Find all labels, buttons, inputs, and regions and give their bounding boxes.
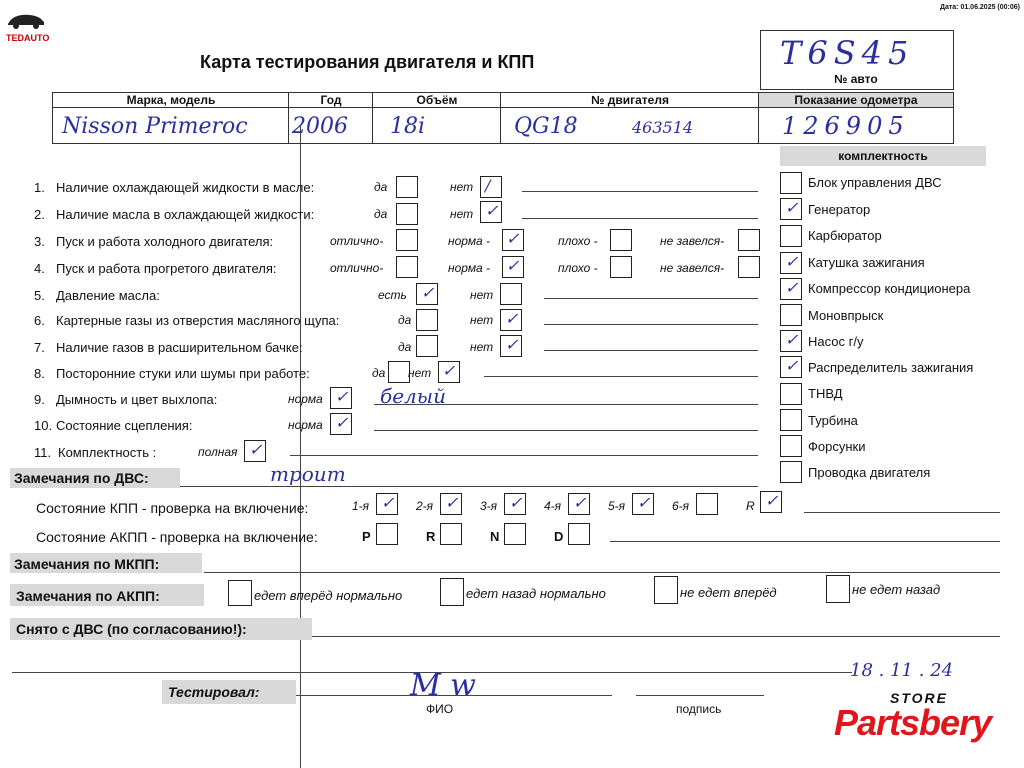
complect-wiring-label: Проводка двигателя	[808, 465, 931, 480]
complect-generator-checkbox[interactable]: ✓	[780, 198, 802, 220]
store-logo	[832, 690, 1012, 750]
remarks-engine-label: Замечания по ДВС:	[14, 470, 149, 486]
q2-num: 2.	[34, 207, 45, 222]
gear-5-label: 5-я	[608, 499, 626, 513]
q3-notstart-checkbox[interactable]	[738, 229, 760, 251]
gearbox-auto-label: Состояние АКПП - проверка на включение:	[36, 529, 318, 545]
q4-normal-checkbox[interactable]: ✓	[502, 256, 524, 278]
q8-text: Посторонние стуки или шумы при работе:	[56, 366, 310, 381]
complect-tnvd-label: ТНВД	[808, 386, 843, 401]
complect-generator-label: Генератор	[808, 202, 871, 217]
auto-r-label: R	[426, 529, 436, 544]
gear-5-checkbox[interactable]: ✓	[632, 493, 654, 515]
complect-injectors-label: Форсунки	[808, 439, 866, 454]
complect-coil-label: Катушка зажигания	[808, 255, 925, 270]
col-volume: Объём	[372, 92, 502, 108]
complect-carburetor-label: Карбюратор	[808, 228, 882, 243]
auto-n-checkbox[interactable]	[504, 523, 526, 545]
q1-text: Наличие охлаждающей жидкости в масле:	[56, 180, 315, 195]
auto-d-label: D	[554, 529, 564, 544]
q3-num: 3.	[34, 234, 45, 249]
make-value: Nisson Primeroc	[62, 114, 248, 139]
col-make: Марка, модель	[52, 92, 290, 108]
q11-num: 11.	[34, 445, 52, 460]
gear-6-checkbox[interactable]	[696, 493, 718, 515]
akpp-back-ok-checkbox[interactable]	[440, 578, 464, 606]
complect-tnvd-checkbox[interactable]	[780, 383, 802, 405]
complect-ecu-label: Блок управления ДВС	[808, 175, 942, 190]
q2-yes-checkbox[interactable]	[396, 203, 418, 225]
q2-yes-label: да	[374, 207, 388, 221]
q7-text: Наличие газов в расширительном бачке:	[56, 340, 303, 355]
q3-text: Пуск и работа холодного двигателя:	[56, 234, 274, 249]
q4-excellent-label: отлично-	[330, 261, 384, 275]
akpp-back-ok-label: едет назад нормально	[466, 586, 606, 601]
q1-no-label: нет	[450, 180, 474, 194]
q7-yes-checkbox[interactable]	[416, 335, 438, 357]
gearbox-manual-label: Состояние КПП - проверка на включение:	[36, 500, 309, 516]
auto-d-checkbox[interactable]	[568, 523, 590, 545]
complect-ac-compressor-checkbox[interactable]: ✓	[780, 278, 802, 300]
complect-turbo-label: Турбина	[808, 413, 858, 428]
engine-number-value: 463514	[632, 118, 694, 137]
q6-yes-label: да	[398, 313, 412, 327]
year-value: 2006	[292, 114, 348, 139]
q7-yes-label: да	[398, 340, 412, 354]
q4-bad-checkbox[interactable]	[610, 256, 632, 278]
store-logo-big: Partsbery	[834, 702, 992, 743]
complect-ps-pump-label: Насос г/у	[808, 334, 864, 349]
complect-ps-pump-checkbox[interactable]: ✓	[780, 330, 802, 352]
fio-label: ФИО	[426, 702, 454, 716]
q10-num: 10.	[34, 418, 53, 433]
col-odometer: Показание одометра	[758, 92, 954, 108]
complect-turbo-checkbox[interactable]	[780, 409, 802, 431]
q6-num: 6.	[34, 313, 45, 328]
q10-text: Состояние сцепления:	[56, 418, 193, 433]
gear-2-checkbox[interactable]: ✓	[440, 493, 462, 515]
akpp-forward-fail-label: не едет вперёд	[680, 585, 777, 600]
q8-yes-checkbox[interactable]	[388, 361, 410, 383]
q9-num: 9.	[34, 392, 45, 407]
akpp-forward-ok-label: едет вперёд нормально	[254, 588, 403, 603]
akpp-forward-fail-checkbox[interactable]	[654, 576, 678, 604]
gear-1-label: 1-я	[352, 499, 370, 513]
remarks-manual-label: Замечания по МКПП:	[14, 556, 160, 572]
gear-r-label: R	[746, 499, 755, 513]
remarks-engine-note: троит	[270, 462, 346, 486]
q7-no-checkbox[interactable]: ✓	[500, 335, 522, 357]
car-number-value: Т6S45	[780, 34, 915, 72]
auto-r-checkbox[interactable]	[440, 523, 462, 545]
q6-no-checkbox[interactable]: ✓	[500, 309, 522, 331]
gear-3-label: 3-я	[480, 499, 498, 513]
complect-distributor-label: Распределитель зажигания	[808, 360, 974, 375]
q9-text: Дымность и цвет выхлопа:	[56, 392, 218, 407]
q8-yes-label: да	[372, 366, 386, 380]
signature-label: подпись	[676, 702, 722, 716]
q3-normal-checkbox[interactable]: ✓	[502, 229, 524, 251]
engine-code-value: QG18	[514, 114, 578, 139]
q3-notstart-label: не завелся-	[660, 234, 725, 248]
q1-num: 1.	[34, 180, 45, 195]
q4-text: Пуск и работа прогретого двигателя:	[56, 261, 277, 276]
q10-norma-checkbox[interactable]: ✓	[330, 413, 352, 435]
remarks-auto-label: Замечания по АКПП:	[16, 588, 160, 604]
q5-no-checkbox[interactable]	[500, 283, 522, 305]
q4-notstart-label: не завелся-	[660, 261, 725, 275]
complect-coil-checkbox[interactable]: ✓	[780, 252, 802, 274]
q11-text: Комплектность :	[58, 445, 157, 460]
complect-distributor-checkbox[interactable]: ✓	[780, 356, 802, 378]
complect-monoinjection-label: Моновпрыск	[808, 308, 884, 323]
complect-ac-compressor-label: Компрессор кондиционера	[808, 281, 971, 296]
complect-injectors-checkbox[interactable]	[780, 435, 802, 457]
logo-text: TEDAUTO	[6, 33, 50, 43]
complect-ecu-checkbox[interactable]	[780, 172, 802, 194]
q9-exhaust-note: белый	[380, 384, 446, 408]
q5-num: 5.	[34, 288, 45, 303]
form-title: Карта тестирования двигателя и КПП	[200, 52, 535, 72]
akpp-forward-ok-checkbox[interactable]	[228, 580, 252, 606]
date-note: 18 . 11 . 24	[850, 660, 954, 681]
print-date: Дата: 01.06.2025 (00:06)	[939, 4, 1020, 11]
q6-yes-checkbox[interactable]	[416, 309, 438, 331]
akpp-back-fail-checkbox[interactable]	[826, 575, 850, 603]
tested-label: Тестировал:	[168, 684, 260, 700]
auto-p-checkbox[interactable]	[376, 523, 398, 545]
complect-title: комплектность	[780, 146, 986, 166]
q3-bad-label: плохо -	[558, 234, 598, 248]
q3-normal-label: норма -	[448, 234, 491, 248]
q4-notstart-checkbox[interactable]	[738, 256, 760, 278]
gear-4-checkbox[interactable]: ✓	[568, 493, 590, 515]
q8-no-label: нет	[408, 366, 432, 380]
q3-excellent-checkbox[interactable]	[396, 229, 418, 251]
logo	[6, 8, 50, 43]
complect-wiring-checkbox[interactable]	[780, 461, 802, 483]
q8-no-checkbox[interactable]: ✓	[438, 361, 460, 383]
q9-norma-label: норма	[288, 392, 323, 406]
q4-normal-label: норма -	[448, 261, 491, 275]
q6-no-label: нет	[470, 313, 494, 327]
q10-norma-label: норма	[288, 418, 323, 432]
q5-text: Давление масла:	[56, 288, 160, 303]
q3-bad-checkbox[interactable]	[610, 229, 632, 251]
q7-num: 7.	[34, 340, 45, 355]
q4-num: 4.	[34, 261, 45, 276]
gear-2-label: 2-я	[416, 499, 434, 513]
q4-bad-label: плохо -	[558, 261, 598, 275]
car-logo-icon	[6, 8, 46, 30]
removed-label: Снято с ДВС (по согласованию!):	[16, 621, 247, 637]
complect-monoinjection-checkbox[interactable]	[780, 304, 802, 326]
auto-n-label: N	[490, 529, 500, 544]
odometer-value: 126905	[782, 112, 910, 140]
col-engine-no: № двигателя	[500, 92, 760, 108]
complect-carburetor-checkbox[interactable]	[780, 225, 802, 247]
gear-3-checkbox[interactable]: ✓	[504, 493, 526, 515]
col-year: Год	[288, 92, 374, 108]
q2-text: Наличие масла в охлаждающей жидкости:	[56, 207, 315, 222]
q6-text: Картерные газы из отверстия масляного щупа:	[56, 313, 340, 328]
q11-full-label: полная	[198, 445, 238, 459]
q2-no-label: нет	[450, 207, 474, 221]
car-number-label: № авто	[834, 72, 878, 86]
q5-present-checkbox[interactable]: ✓	[416, 283, 438, 305]
gear-r-checkbox[interactable]: ✓	[760, 491, 782, 513]
store-logo-small: STORE	[890, 690, 948, 706]
gear-4-label: 4-я	[544, 499, 562, 513]
akpp-back-fail-label: не едет назад	[852, 582, 941, 597]
q7-no-label: нет	[470, 340, 494, 354]
q9-norma-checkbox[interactable]: ✓	[330, 387, 352, 409]
volume-value: 18i	[390, 114, 426, 139]
gear-6-label: 6-я	[672, 499, 690, 513]
q2-no-checkbox[interactable]: ✓	[480, 201, 502, 223]
tested-signature: М w	[410, 668, 476, 703]
auto-p-label: P	[362, 529, 371, 544]
q11-full-checkbox[interactable]: ✓	[244, 440, 266, 462]
q5-present-label: есть	[378, 288, 407, 302]
q1-yes-checkbox[interactable]	[396, 176, 418, 198]
q1-no-checkbox[interactable]: /	[480, 176, 502, 198]
q4-excellent-checkbox[interactable]	[396, 256, 418, 278]
q8-num: 8.	[34, 366, 45, 381]
q5-no-label: нет	[470, 288, 494, 302]
q3-excellent-label: отлично-	[330, 234, 384, 248]
q1-yes-label: да	[374, 180, 388, 194]
gear-1-checkbox[interactable]: ✓	[376, 493, 398, 515]
